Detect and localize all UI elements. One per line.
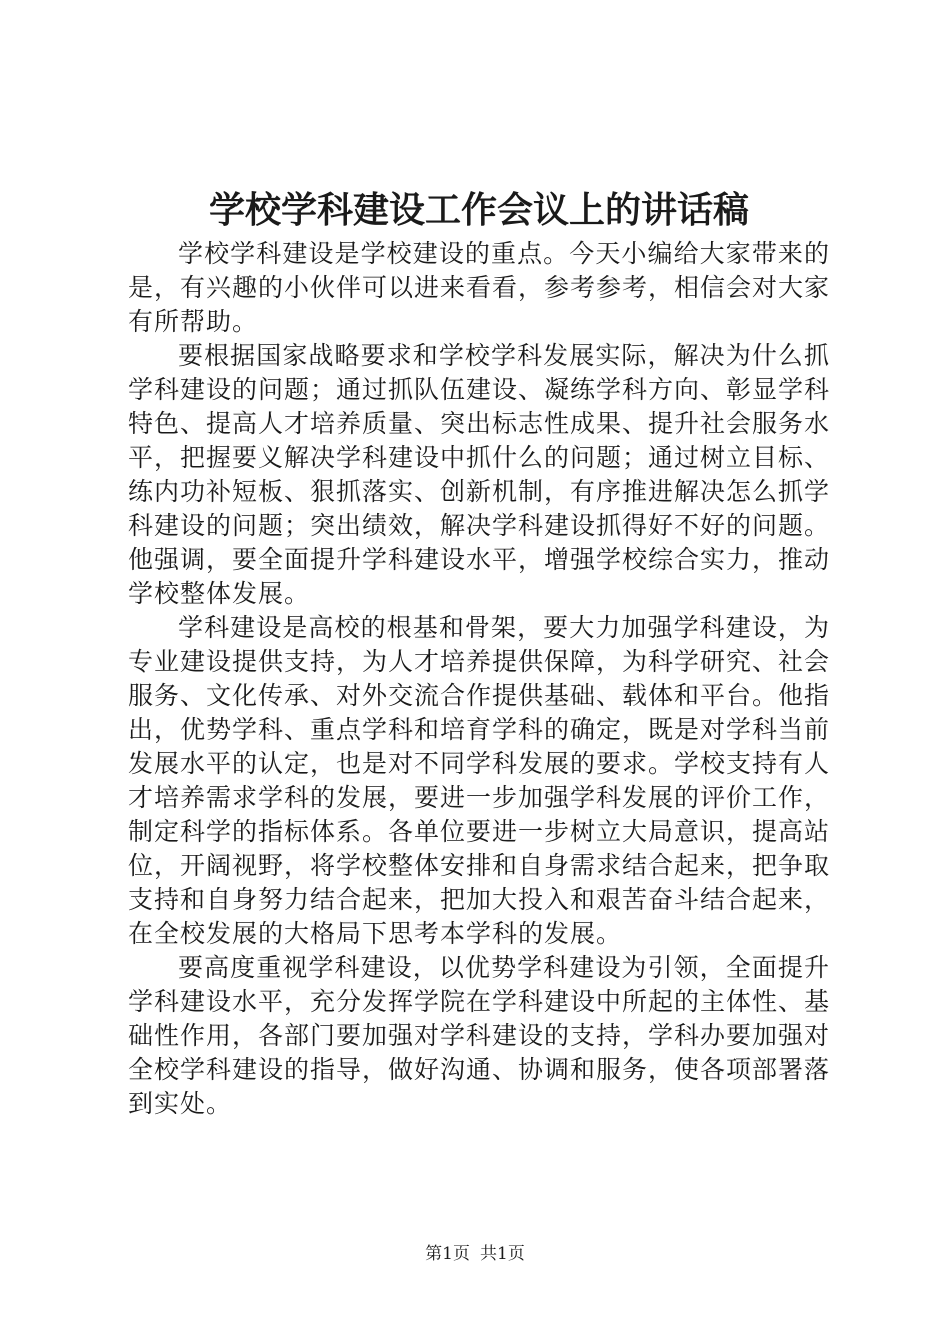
document-title: 学校学科建设工作会议上的讲话稿 <box>208 189 749 231</box>
page-number: 第1页 <box>425 1244 470 1264</box>
paragraph-intro: 学校学科建设是学校建设的重点。今天小编给大家带来的是，有兴趣的小伙伴可以进来看看，参考参考，相信会对大家有所帮助。 <box>128 239 831 336</box>
document-body <box>128 237 830 1121</box>
paragraph-foundation: 学科建设是高校的根基和骨架，要大力加强学科建设，为专业建设提供支持，为人才培养提供保障，为科学研究、社会服务、文化传承、对外交流合作提供基础、载体和平台。他指出，优势学科、重点学科和培育学科的确定，既是对学科当前发展水平的认定，也是对不同学科发展的要求。学校支持有人才培养需求学科的发展，要进一步加强学科发展的评价工作，制定科学的指标体系。各单位要进一步树立大局意识，提高站位，开阔视野，将学校整体安排和自身需求结合起来，把争取支持和自身努力结合起来，把加大投入和艰苦奋斗结合起来，在全校发展的大格局下思考本学科的发展。 <box>128 613 831 948</box>
page-total: 共1页 <box>480 1244 525 1264</box>
paragraph-conclusion: 要高度重视学科建设，以优势学科建设为引领，全面提升学科建设水平，充分发挥学院在学科建设中所起的主体性、基础性作用，各部门要加强对学科建设的支持，学科办要加强对全校学科建设的指导，做好沟通、协调和服务，使各项部署落到实处。 <box>128 953 831 1118</box>
paragraph-strategy: 要根据国家战略要求和学校学科发展实际，解决为什么抓学科建设的问题；通过抓队伍建设、凝练学科方向、彰显学科特色、提高人才培养质量、突出标志性成果、提升社会服务水平，把握要义解决学科建设中抓什么的问题；通过树立目标、练内功补短板、狠抓落实、创新机制，有序推进解决怎么抓学科建设的问题；突出绩效，解决学科建设抓得好不好的问题。他强调，要全面提升学科建设水平，增强学校综合实力，推动学校整体发展。 <box>128 341 831 608</box>
page-footer <box>0 1242 950 1266</box>
